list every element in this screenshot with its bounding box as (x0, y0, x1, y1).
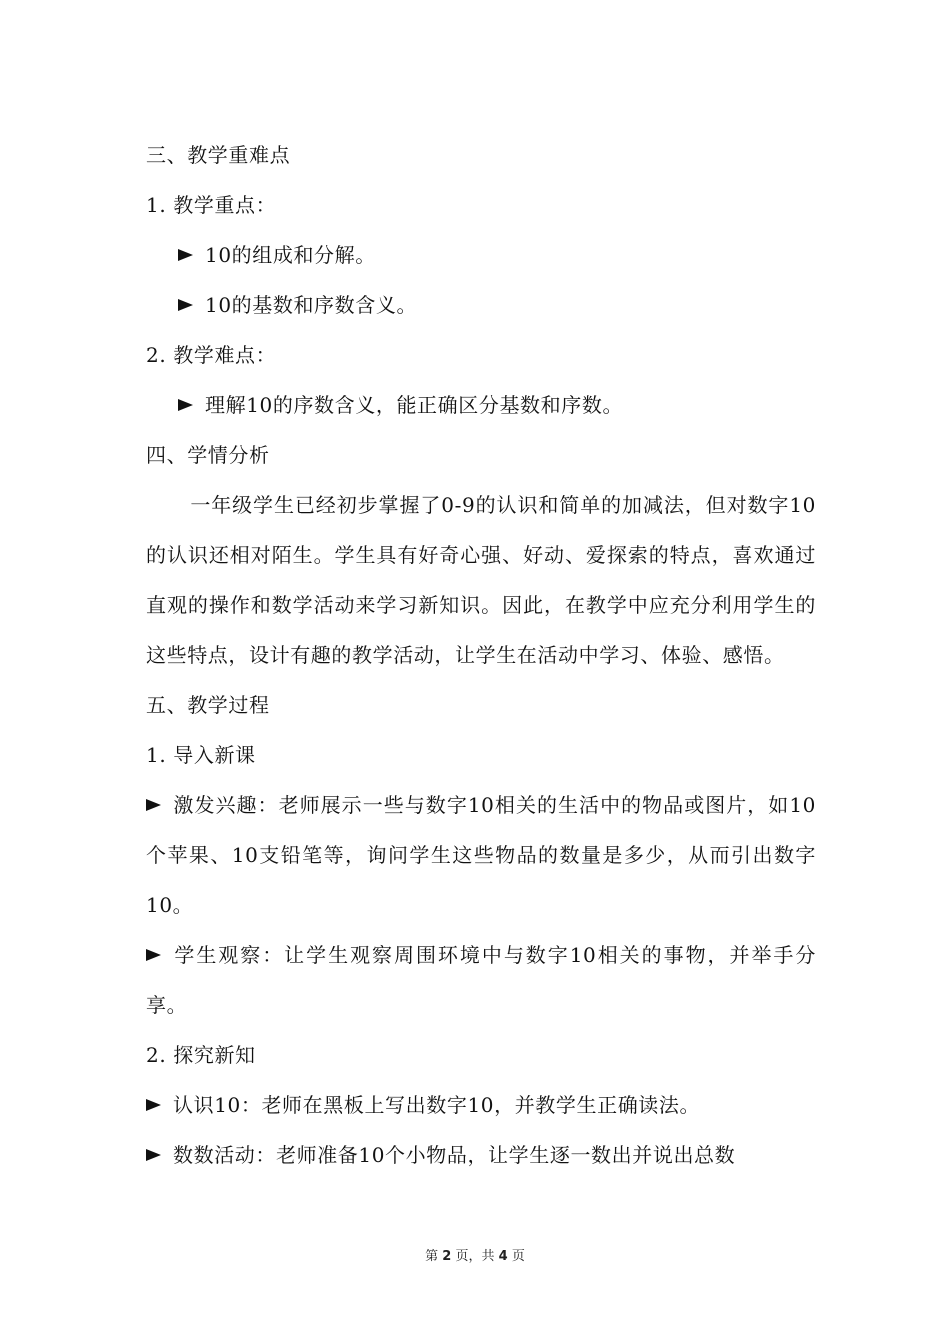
triangle-bullet-icon (178, 399, 193, 411)
triangle-bullet-icon (178, 299, 193, 311)
step-label: 1. 导入新课 (146, 743, 256, 767)
triangle-bullet-icon (146, 1099, 161, 1111)
section-heading-teaching-process: 五、教学过程 (146, 693, 270, 717)
bullet-item: 理解10的序数含义，能正确区分基数和序数。 (146, 380, 816, 430)
triangle-bullet-icon (146, 949, 161, 961)
triangle-bullet-icon (146, 1149, 161, 1161)
key-point-label: 1. 教学重点： (146, 193, 277, 217)
footer-total-pages: 4 (498, 1249, 508, 1264)
footer-middle: 页，共 (455, 1249, 495, 1264)
step-item: 激发兴趣：老师展示一些与数字10相关的生活中的物品或图片，如10个苹果、10支铅笔等，询问学生这些物品的数量是多少，从而引出数字10。 (146, 793, 816, 917)
difficult-point-label: 2. 教学难点： (146, 343, 277, 367)
step-item: 学生观察：让学生观察周围环境中与数字10相关的事物，并举手分享。 (146, 943, 816, 1017)
step-label: 2. 探究新知 (146, 1043, 256, 1067)
student-analysis-paragraph: 一年级学生已经初步掌握了0-9的认识和简单的加减法，但对数字10的认识还相对陌生。学生具有好奇心强、好动、爱探索的特点，喜欢通过直观的操作和数学活动来学习新知识。因此，在教学中应充分利用学生的这些特点，设计有趣的教学活动，让学生在活动中学习、体验、感悟。 (146, 493, 816, 667)
bullet-item: 10的组成和分解。 (146, 230, 816, 280)
step-item: 数数活动：老师准备10个小物品，让学生逐一数出并说出总数 (146, 1130, 816, 1180)
section-heading-student-analysis: 四、学情分析 (146, 443, 270, 467)
triangle-bullet-icon (178, 249, 193, 261)
document-body (146, 130, 816, 1180)
footer-page-number: 2 (442, 1249, 452, 1264)
footer-prefix: 第 (425, 1249, 439, 1264)
footer-suffix: 页 (511, 1249, 525, 1264)
section-heading-key-points: 三、教学重难点 (146, 143, 291, 167)
page-footer (0, 1245, 950, 1264)
triangle-bullet-icon (146, 799, 161, 811)
bullet-item: 10的基数和序数含义。 (146, 280, 816, 330)
step-item: 认识10：老师在黑板上写出数字10，并教学生正确读法。 (146, 1080, 816, 1130)
